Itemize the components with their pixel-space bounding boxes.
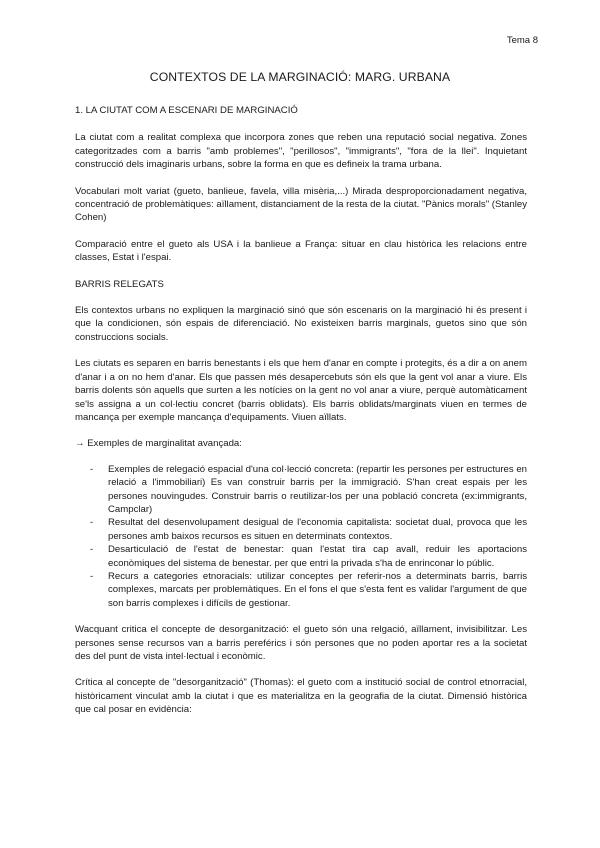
document-body [75,104,527,730]
paragraph: Les ciutats es separen en barris benestants i els que hem d'anar en compte i protegits, és a dir a on anem d'anar i a on no hem d'anar. Els que passen més desapercebuts són els que la gent vol anar a viure. Els barris dolents són aquells que surten a les notícies on la gent no vol anar a viure, perquè automàticament se'ls assigna a un col·lectiu concret (barris oblidats). Els barris oblidats/marginats viuen en termes de mancança per exemple mancança d'equipaments. Viuen aïllats. [75,358,527,423]
document-title: CONTEXTOS DE LA MARGINACIÓ: MARG. URBANA [149,70,451,84]
bullet-marker: - [90,570,94,582]
list-item-text: Exemples de relegació espacial d'una col·lecció concreta: (repartir les persones per estructures en relació a l'immobiliari) Es van construir barris per la immigració. S'han creat espais per les persones nouvingudes. Construir barris o reutilizar-los per una població concreta (ex:immigrants, Campclar) [108,463,527,515]
paragraph: Els contextos urbans no expliquen la marginació sinó que són escenaris on la marginació hi és present i que la condicionen, són espais de diferenciació. No existeixen barris marginals, guetos sino que són construccions socials. [75,305,527,343]
list-item-text: Resultat del desenvolupament desigual de l'economia capitalista: societat dual, provoca que les persones amb baixos recursos es situen en determinats contextos. [108,517,527,542]
bullet-marker: - [90,463,94,475]
examples-intro: → Exemples de marginalitat avançada: [75,438,242,450]
bullet-marker: - [90,544,94,556]
list-item [75,570,527,610]
list-item [75,516,527,543]
list-item [75,543,527,570]
header-tag: Tema 8 [506,35,538,46]
list-item-text: Recurs a categories etnoracials: utilizar conceptes per referir-nos a determinats barris, barris complexes, marcats per problemàtiques. En el fons el que s'esta fent es validar l'argument de que son barris complexes i difícils de gestionar. [108,570,527,609]
bullet-marker: - [90,517,94,529]
paragraph: Wacquant critica el concepte de desorganització: el gueto són una relgació, aïllament, invisibilitzar. Les persones sense recursos van a barris pereférics i són persones que no poden aportar res a la societat des del punt de vista intel·lectual i econòmic. [75,624,527,662]
list-item [75,463,527,517]
examples-list [75,463,527,610]
paragraph: Vocabulari molt variat (gueto, banlieue, favela, villa misèria,...) Mirada desproporcionadament negativa, concentració de problemàtiques: aïllament, distanciament de la resta de la ciutat. "Pànics morals" (Stanley Cohen) [75,185,527,224]
paragraph: Comparació entre el gueto als USA i la banlieue a França: situar en clau històrica les relacions entre classes, Estat i l'espai. [75,238,527,264]
section-heading: 1. LA CIUTAT COM A ESCENARI DE MARGINACIÓ [75,105,298,116]
paragraph: Crítica al concepte de "desorganització" (Thomas): el gueto com a institució social de control etnorracial, històricament vinculat amb la ciutat i que es materialitza en la geografia de la ciutat. Dimensió històrica que cal posar en evidència: [75,677,527,716]
paragraph: La ciutat com a realitat complexa que incorpora zones que reben una reputació social negativa. Zones categoritzades com a barris "amb problemes", "perillosos", "immigrants", "fora de la llei". Inquietant construcció dels imaginaris urbans, sobre la forma en que es defineix la trama urbana. [75,132,527,171]
section-heading: BARRIS RELEGATS [75,278,164,290]
list-item-text: Desarticulació de l'estat de benestar: quan l'estat tira cap avall, reduir les aportacions econòmiques del sistema de benestar. per que entri la privada s'ha de enrinconar lo públic. [108,544,527,569]
